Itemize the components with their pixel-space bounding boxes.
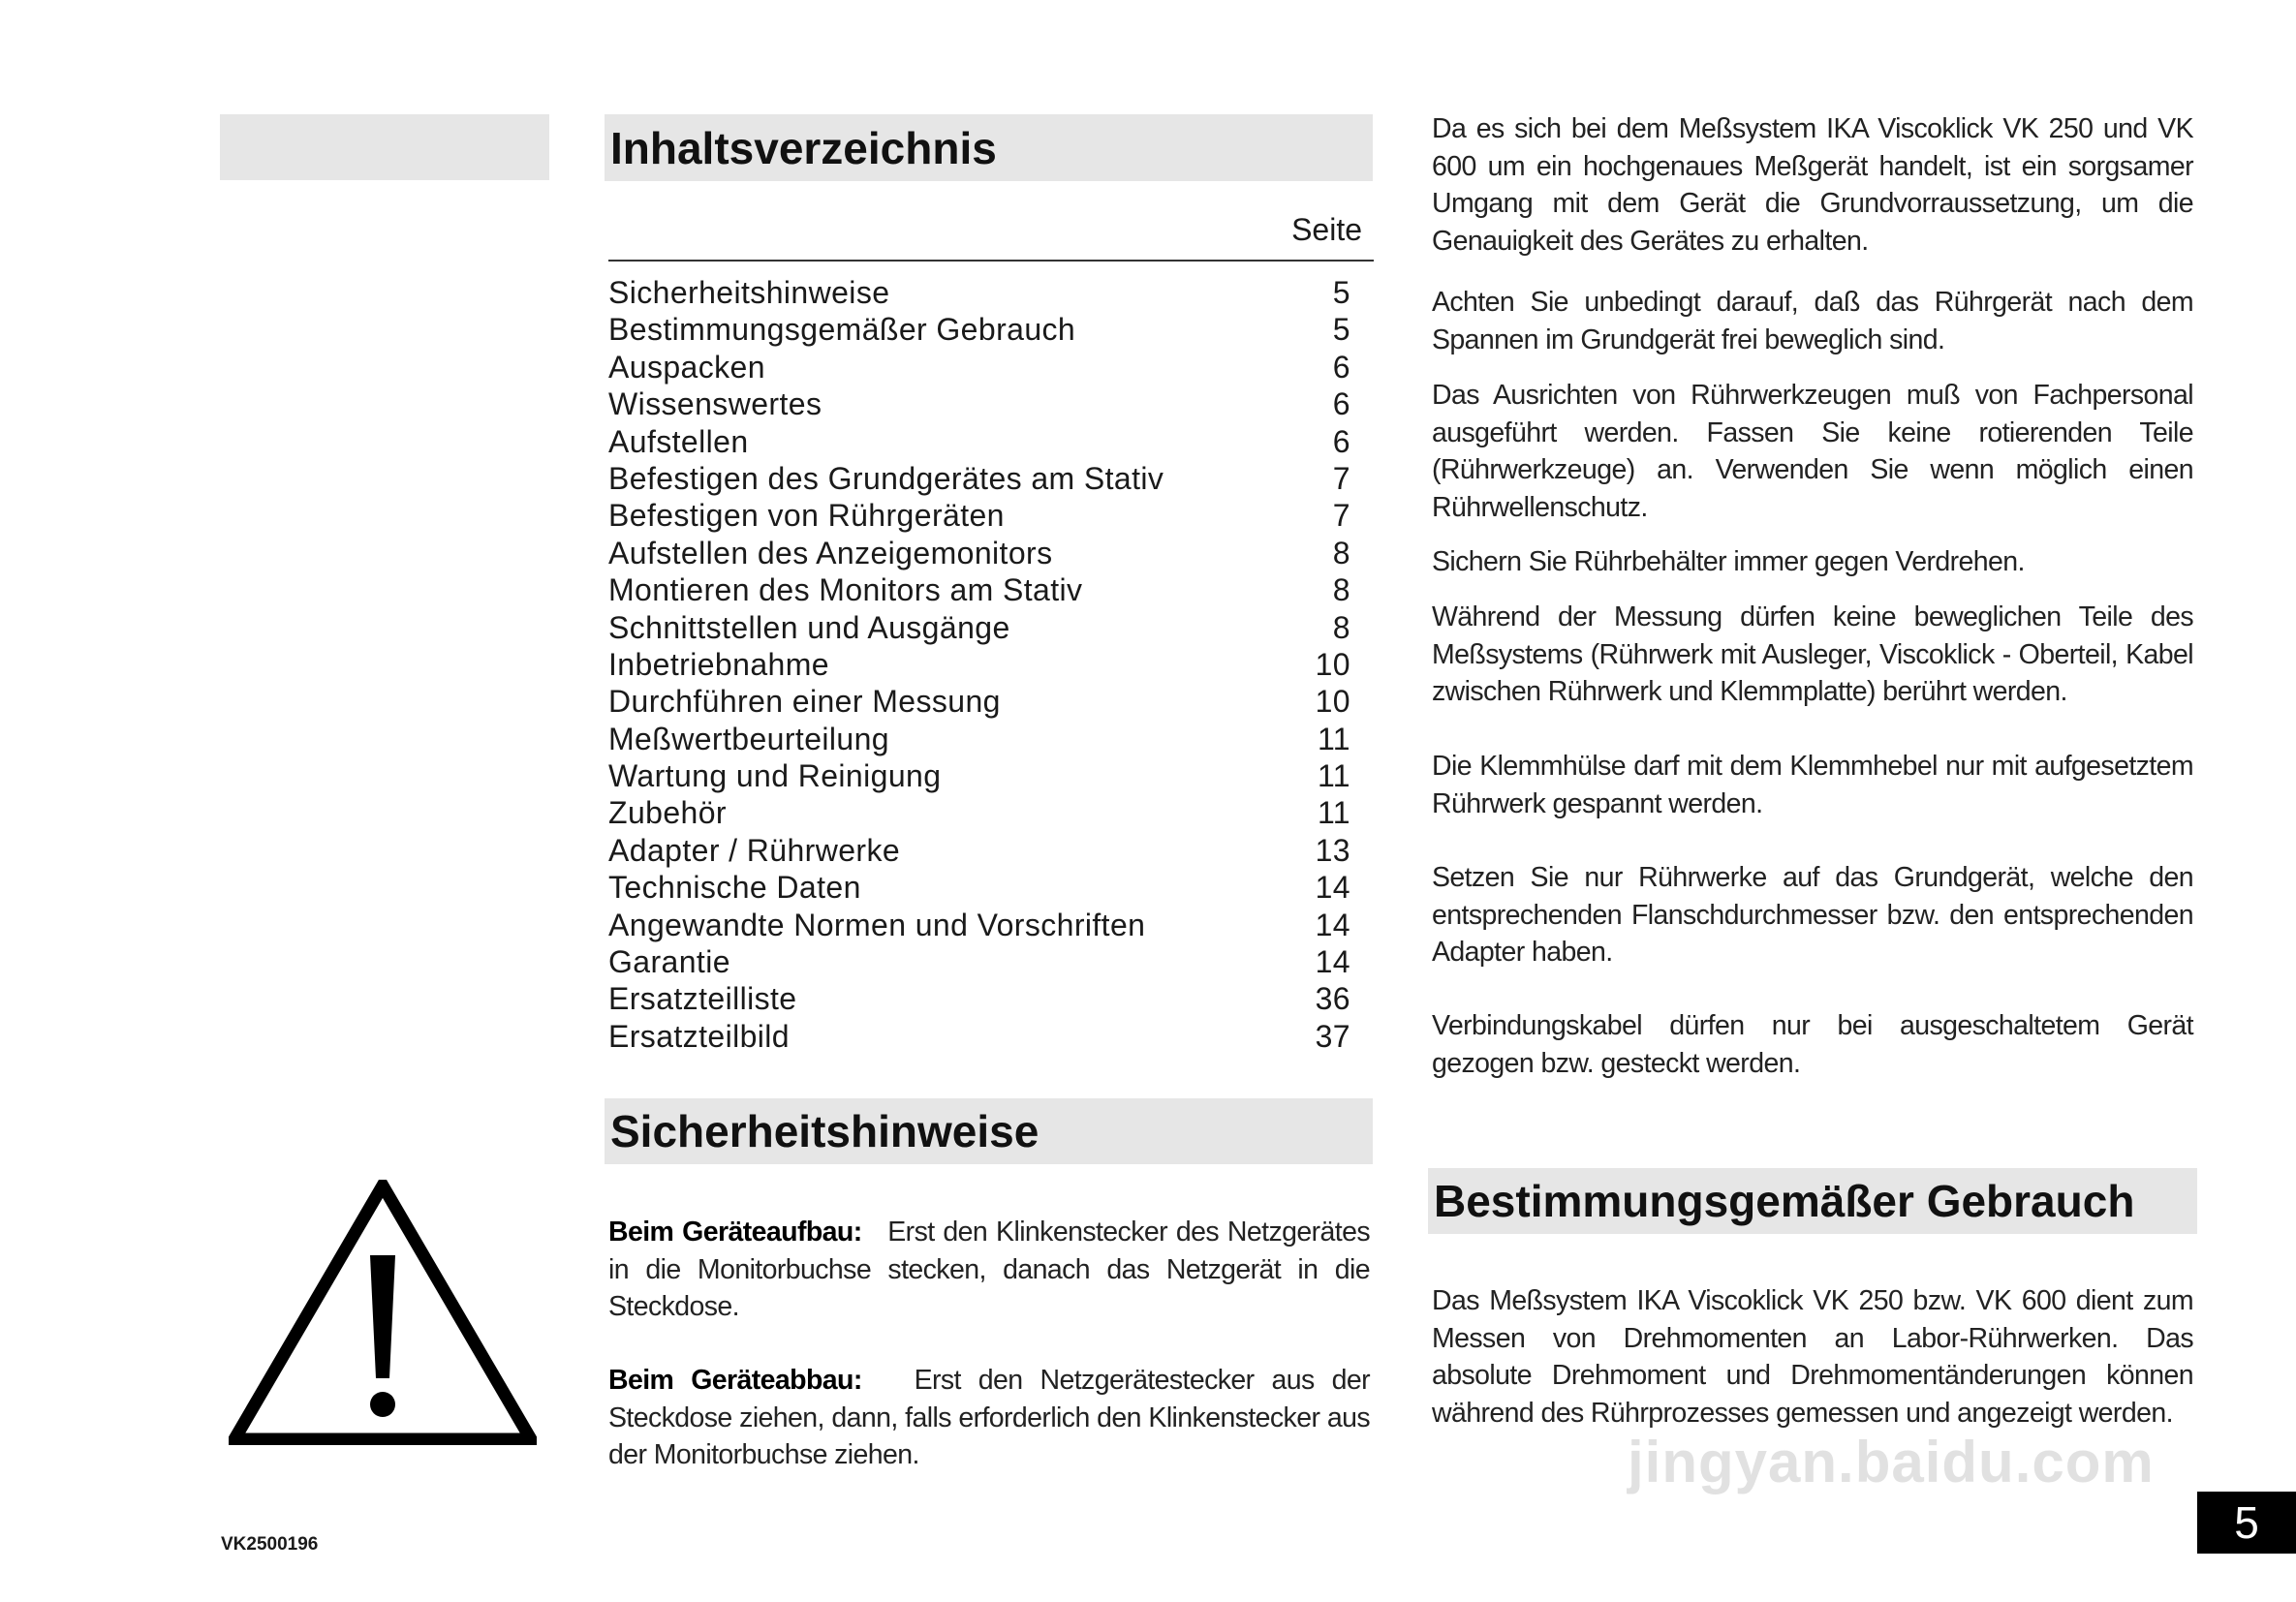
toc-entry-page: 8 xyxy=(1332,572,1350,608)
toc-entry xyxy=(608,721,1362,757)
toc-entry xyxy=(608,571,1362,608)
toc-entry-label: Adapter / Rührwerke xyxy=(608,832,901,868)
toc-entry-page: 36 xyxy=(1315,981,1350,1017)
toc-entry-label: Ersatzteilbild xyxy=(608,1018,791,1054)
toc-entry-page: 10 xyxy=(1315,646,1350,682)
toc-entry-label: Durchführen einer Messung xyxy=(608,684,1001,720)
watermark: jingyan.baidu.com xyxy=(1628,1430,2155,1494)
toc-entry-page: 6 xyxy=(1332,386,1350,422)
toc-entry xyxy=(608,460,1362,497)
toc-entry-page: 37 xyxy=(1315,1018,1350,1054)
toc-entry-page: 11 xyxy=(1317,721,1350,756)
right-paragraph: Achten Sie unbedingt darauf, daß das Rührgerät nach dem Spannen im Grundgerät frei beweglich sind. xyxy=(1432,287,2193,355)
toc-entry-label: Ersatzteilliste xyxy=(608,981,797,1017)
toc-entry-page: 14 xyxy=(1315,907,1350,942)
right-paragraph: Setzen Sie nur Rührwerke auf das Grundgerät, welche den entsprechenden Flanschdurchmesser bzw. den entsprechenden Adapter haben. xyxy=(1432,862,2193,968)
toc-entry-label: Wartung und Reinigung xyxy=(608,758,942,794)
safety-teardown-paragraph xyxy=(608,1362,1370,1474)
right-paragraph: Die Klemmhülse darf mit dem Klemmhebel nur mit aufgesetztem Rührwerk gespannt werden. xyxy=(1432,751,2193,819)
toc-entry-page: 11 xyxy=(1317,758,1350,794)
toc-entry-label: Wissenswertes xyxy=(608,386,822,422)
usage-title xyxy=(1428,1168,2197,1234)
toc-entry xyxy=(608,1018,1362,1055)
document-id: VK2500196 xyxy=(221,1534,319,1555)
toc-entry-page: 7 xyxy=(1332,498,1350,534)
toc-entry xyxy=(608,349,1362,385)
toc-entry xyxy=(608,907,1362,943)
right-paragraph: Während der Messung dürfen keine beweglichen Teile des Meßsystems (Rührwerk mit Ausleger, Viscoklick - Oberteil, Kabel zwischen Rührwerk und Klemmplatte) berührt werden. xyxy=(1432,601,2193,707)
toc-entry xyxy=(608,980,1362,1017)
toc-entry-page: 11 xyxy=(1317,795,1350,831)
toc-entry-label: Meßwertbeurteilung xyxy=(608,721,889,756)
safety-setup-label: Beim Geräteaufbau: xyxy=(608,1217,862,1248)
toc-divider xyxy=(608,260,1374,262)
toc-entry-label: Sicherheitshinweise xyxy=(608,275,890,310)
toc-entry xyxy=(608,683,1362,720)
safety-teardown-text: Erst den Netzgerätestecker aus der Steckdose ziehen, dann, falls erforderlich den Klinkenstecker aus der Monitorbuchse ziehen. xyxy=(608,1365,1370,1470)
toc-entry-label: Befestigen von Rührgeräten xyxy=(608,498,1005,534)
toc-entry-page: 10 xyxy=(1315,684,1350,720)
toc-entry xyxy=(608,757,1362,794)
safety-title-text: Sicherheitshinweise xyxy=(610,1106,1039,1156)
toc-entry-page: 5 xyxy=(1332,312,1350,348)
toc-entry-page: 5 xyxy=(1332,275,1350,310)
right-paragraph: Verbindungskabel dürfen nur bei ausgeschaltetem Gerät gezogen bzw. gesteckt werden. xyxy=(1432,1010,2193,1079)
safety-title xyxy=(605,1098,1373,1164)
toc-entry-page: 6 xyxy=(1332,423,1350,459)
toc-entry-label: Montieren des Monitors am Stativ xyxy=(608,572,1083,608)
toc-list xyxy=(608,274,1362,1055)
toc-entry xyxy=(608,869,1362,906)
toc-entry xyxy=(608,385,1362,422)
toc-entry-label: Inbetriebnahme xyxy=(608,646,829,682)
toc-title xyxy=(605,114,1373,181)
toc-entry-page: 14 xyxy=(1315,870,1350,906)
toc-entry-label: Befestigen des Grundgerätes am Stativ xyxy=(608,460,1164,496)
toc-title-text: Inhaltsverzeichnis xyxy=(610,122,997,173)
toc-entry xyxy=(608,423,1362,460)
toc-entry-label: Auspacken xyxy=(608,349,765,385)
toc-entry-label: Schnittstellen und Ausgänge xyxy=(608,609,1010,645)
toc-entry-label: Bestimmungsgemäßer Gebrauch xyxy=(608,312,1076,348)
toc-entry-page: 8 xyxy=(1332,535,1350,570)
page-number: 5 xyxy=(2197,1492,2296,1554)
toc-entry xyxy=(608,535,1362,571)
right-paragraph: Da es sich bei dem Meßsystem IKA Viscoklick VK 250 und VK 600 um ein hochgenaues Meßgerät handelt, ist ein sorgsamer Umgang mit dem Gerät die Grundvorraussetzung, um die Genauigkeit des Gerätes zu erhalten. xyxy=(1432,113,2193,257)
toc-entry-label: Zubehör xyxy=(608,795,727,831)
toc-entry xyxy=(608,311,1362,348)
toc-entry xyxy=(608,832,1362,869)
toc-entry-page: 13 xyxy=(1315,832,1350,868)
toc-entry-label: Angewandte Normen und Vorschriften xyxy=(608,907,1146,942)
warning-triangle-icon xyxy=(229,1180,537,1445)
toc-entry-page: 14 xyxy=(1315,944,1350,980)
toc-entry xyxy=(608,497,1362,534)
toc-entry xyxy=(608,794,1362,831)
usage-title-text: Bestimmungsgemäßer Gebrauch xyxy=(1434,1176,2135,1226)
toc-entry-label: Garantie xyxy=(608,944,730,980)
toc-entry-label: Aufstellen des Anzeigemonitors xyxy=(608,535,1053,570)
toc-entry xyxy=(608,943,1362,980)
toc-page-header: Seite xyxy=(1291,212,1362,247)
safety-teardown-label: Beim Geräteabbau: xyxy=(608,1365,862,1396)
toc-entry-label: Technische Daten xyxy=(608,870,861,906)
toc-entry-page: 8 xyxy=(1332,609,1350,645)
right-paragraph: Sichern Sie Rührbehälter immer gegen Verdrehen. xyxy=(1432,546,2025,577)
right-paragraph: Das Ausrichten von Rührwerkzeugen muß von Fachpersonal ausgeführt werden. Fassen Sie keine rotierenden Teile (Rührwerkzeuge) an. Verwenden Sie wenn möglich einen Rührwellenschutz. xyxy=(1432,380,2193,523)
safety-setup-text: Erst den Klinkenstecker des Netzgerätes in die Monitorbuchse stecken, danach das Netzgerät in die Steckdose. xyxy=(608,1217,1370,1322)
toc-entry-page: 6 xyxy=(1332,349,1350,385)
toc-entry xyxy=(608,646,1362,683)
toc-entry xyxy=(608,609,1362,646)
usage-paragraph: Das Meßsystem IKA Viscoklick VK 250 bzw. VK 600 dient zum Messen von Drehmomenten an Labor-Rührwerken. Das absolute Drehmoment und Drehmomentänderungen können während des Rührprozesses gemessen und angezeigt werden. xyxy=(1432,1285,2193,1429)
safety-setup-paragraph xyxy=(608,1214,1370,1326)
left-header-bar xyxy=(220,114,549,180)
toc-entry-label: Aufstellen xyxy=(608,423,749,459)
toc-entry xyxy=(608,274,1362,311)
toc-entry-page: 7 xyxy=(1332,460,1350,496)
